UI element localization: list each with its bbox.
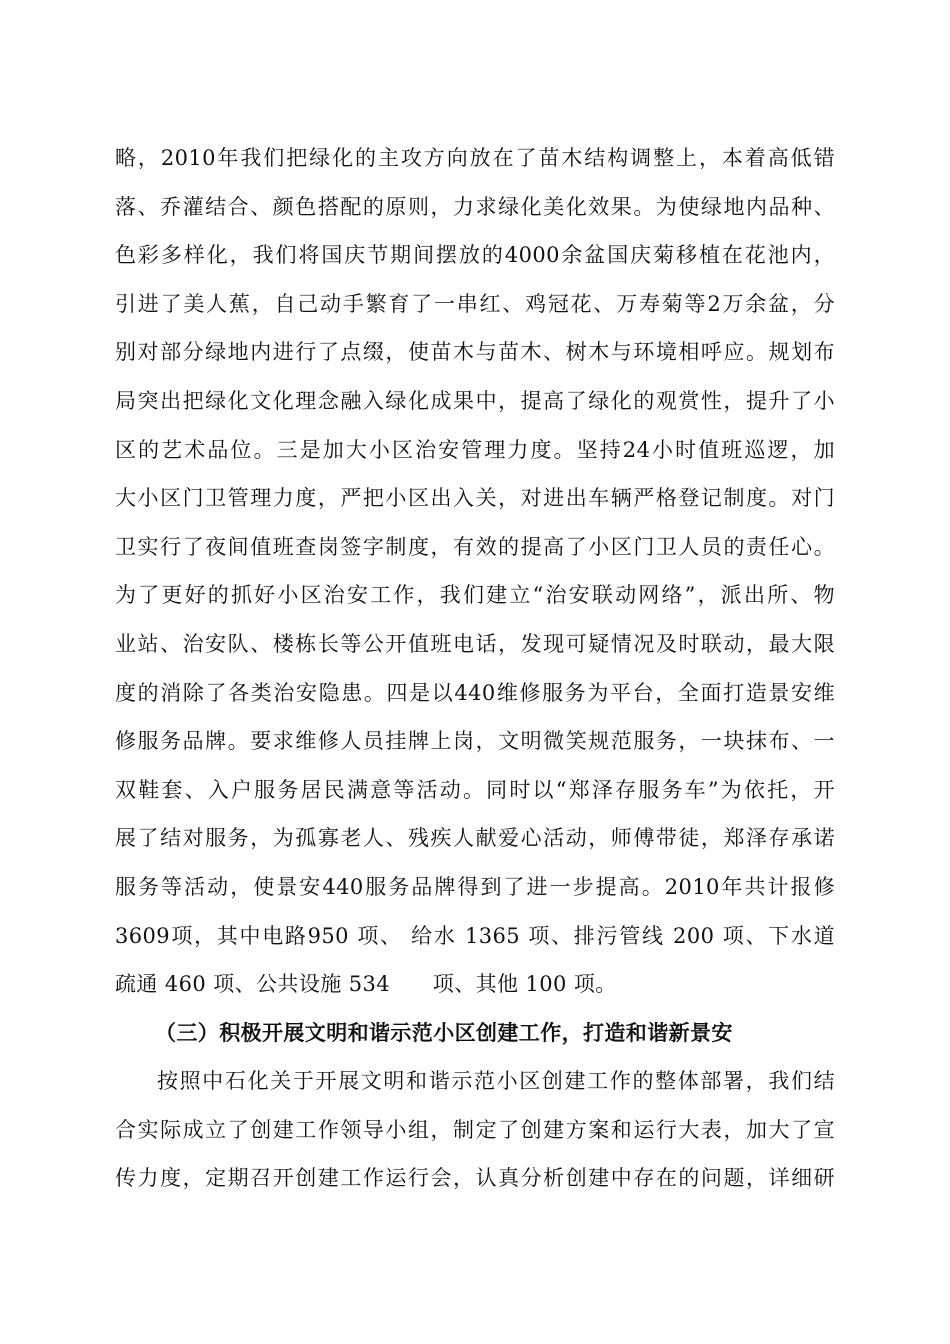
text-line: 度的消除了各类治安隐患。四是以440维修服务为平台，全面打造景安维 <box>115 680 835 705</box>
text-line: 双鞋套、入户服务居民满意等活动。同时以“郑泽存服务车”为依托，开 <box>115 777 835 802</box>
text-line: 卫实行了夜间值班查岗签字制度，有效的提高了小区门卫人员的责任心。 <box>115 534 835 559</box>
text-line: 略，2010年我们把绿化的主攻方向放在了苗木结构调整上，本着高低错 <box>115 146 835 170</box>
text-line: 展了结对服务，为孤寡老人、残疾人献爱心活动，师傅带徒，郑泽存承诺 <box>115 826 835 851</box>
text-line: 大小区门卫管理力度，严把小区出入关，对进出车辆严格登记制度。对门 <box>115 486 835 511</box>
text-line: 落、乔灌结合、颜色搭配的原则，力求绿化美化效果。为使绿地内品种、 <box>115 194 835 219</box>
text-line: 局突出把绿化文化理念融入绿化成果中，提高了绿化的观赏性，提升了小 <box>115 388 835 413</box>
document-body <box>115 134 835 1203</box>
text-line: 别对部分绿地内进行了点缀，使苗木与苗木、树木与环境相呼应。规划布 <box>115 340 835 365</box>
text-line: 区的艺术品位。三是加大小区治安管理力度。坚持24小时值班巡逻，加 <box>115 437 835 462</box>
text-line: 引进了美人蕉，自己动手繁育了一串红、鸡冠花、万寿菊等2万余盆，分 <box>115 291 835 316</box>
text-line: 传力度，定期召开创建工作运行会，认真分析创建中存在的问题，详细研 <box>115 1166 835 1191</box>
paragraph-first-line: 按照中石化关于开展文明和谐示范小区创建工作的整体部署，我们结 <box>157 1069 835 1094</box>
text-line: 修服务品牌。要求维修人员挂牌上岗，文明微笑规范服务，一块抹布、一 <box>115 729 835 754</box>
text-line: 为了更好的抓好小区治安工作，我们建立“治安联动网络”，派出所、物 <box>115 583 835 608</box>
text-line: 合实际成立了创建工作领导小组，制定了创建方案和运行大表，加大了宣 <box>115 1117 835 1142</box>
text-line: 色彩多样化，我们将国庆节期间摆放的4000余盆国庆菊移植在花池内， <box>115 243 835 268</box>
text-line: 业站、治安队、楼栋长等公开值班电话，发现可疑情况及时联动，最大限 <box>115 631 835 656</box>
text-line: 服务等活动，使景安440服务品牌得到了进一步提高。2010年共计报修 <box>115 874 835 899</box>
text-line: 3609项，其中电路950 项、 给水 1365 项、排污管线 200 项、下水道 <box>115 923 835 948</box>
text-line: 疏通 460 项、公共设施 534 项、其他 100 项。 <box>115 972 617 997</box>
section-heading: （三）积极开展文明和谐示范小区创建工作，打造和谐新景安 <box>155 1019 733 1045</box>
